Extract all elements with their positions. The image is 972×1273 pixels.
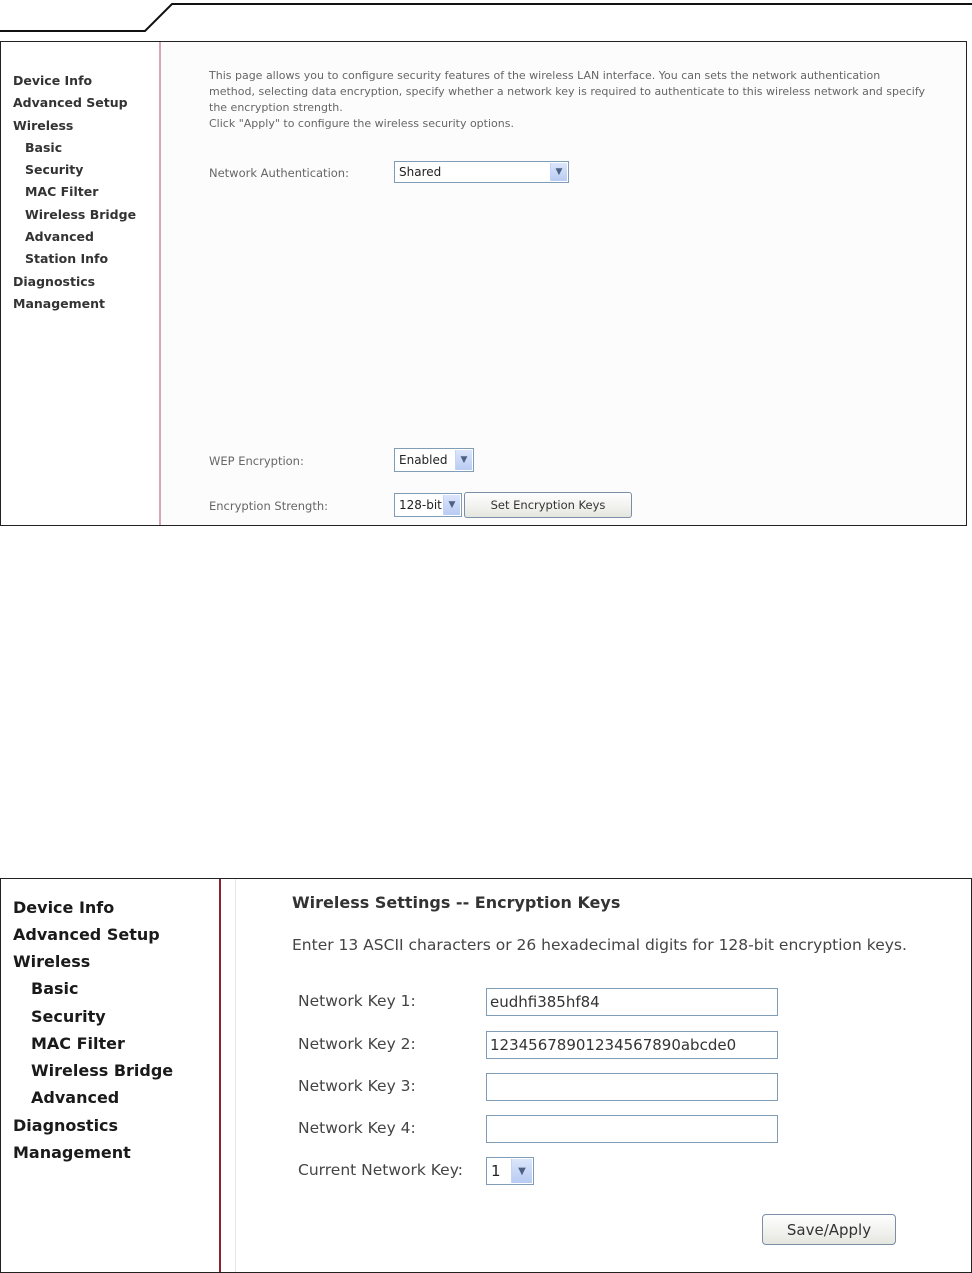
current-network-key-label: Current Network Key:: [298, 1161, 463, 1179]
sidebar-item-management[interactable]: Management: [13, 1143, 131, 1162]
wep-encryption-select[interactable]: [394, 448, 474, 472]
chevron-down-icon: ▼: [443, 495, 460, 515]
network-auth-label: Network Authentication:: [209, 166, 349, 180]
sidebar-item-wireless-bridge[interactable]: Wireless Bridge: [31, 1061, 174, 1080]
intro-line: method, selecting data encryption, specify whether a network key is required to authenticate to this wireless network and specify: [209, 85, 926, 98]
network-auth-value: Shared: [399, 165, 442, 179]
content-area: [235, 879, 971, 1272]
sidebar-item-wireless[interactable]: Wireless: [13, 118, 74, 133]
sidebar-item-security[interactable]: Security: [31, 1007, 106, 1026]
chevron-down-icon: ▼: [550, 163, 567, 181]
sidebar-nav: [1, 42, 161, 525]
key-length-instructions: Enter 13 ASCII characters or 26 hexadecimal digits for 128-bit encryption keys.: [292, 936, 907, 954]
intro-line: the encryption strength.: [209, 101, 343, 114]
security-content: [161, 42, 966, 525]
encryption-strength-value: 128-bit: [399, 498, 442, 512]
security-screenshot-panel: [0, 41, 967, 526]
sidebar-item-advanced-setup[interactable]: Advanced Setup: [13, 95, 128, 110]
encryption-keys-screenshot-panel: [0, 878, 972, 1273]
sidebar-item-basic[interactable]: Basic: [25, 140, 63, 155]
sidebar-item-device-info[interactable]: Device Info: [13, 73, 93, 88]
network-key-4-input[interactable]: [486, 1115, 778, 1143]
save-apply-button[interactable]: Save/Apply: [762, 1214, 896, 1245]
current-network-key-select[interactable]: [486, 1157, 534, 1185]
intro-line: This page allows you to configure security features of the wireless LAN interface. You can sets the network authentication: [209, 69, 881, 82]
wep-encryption-label: WEP Encryption:: [209, 454, 304, 468]
sidebar-item-security[interactable]: Security: [25, 162, 84, 177]
header-decoration: [0, 0, 972, 40]
chevron-down-icon: ▼: [511, 1159, 532, 1183]
network-key-3-input[interactable]: [486, 1073, 778, 1101]
wep-encryption-value: Enabled: [399, 453, 448, 467]
sidebar-item-advanced[interactable]: Advanced: [31, 1088, 120, 1107]
sidebar-item-advanced[interactable]: Advanced: [25, 229, 94, 244]
encryption-keys-content: [221, 879, 971, 1272]
sidebar-item-advanced-setup[interactable]: Advanced Setup: [13, 925, 160, 944]
network-key-2-label: Network Key 2:: [298, 1035, 416, 1053]
network-key-1-input[interactable]: eudhfi385hf84: [486, 988, 778, 1016]
sidebar-item-wireless[interactable]: Wireless: [13, 952, 91, 971]
chevron-down-icon: ▼: [455, 450, 472, 470]
network-key-1-label: Network Key 1:: [298, 992, 416, 1010]
network-auth-select[interactable]: [394, 161, 569, 183]
set-encryption-keys-button[interactable]: Set Encryption Keys: [464, 492, 632, 518]
sidebar-item-station-info[interactable]: Station Info: [25, 251, 109, 266]
sidebar-item-diagnostics[interactable]: Diagnostics: [13, 1116, 119, 1135]
sidebar-item-wireless-bridge[interactable]: Wireless Bridge: [25, 207, 137, 222]
sidebar-item-diagnostics[interactable]: Diagnostics: [13, 274, 96, 289]
sidebar-item-mac-filter[interactable]: MAC Filter: [25, 184, 99, 199]
current-network-key-value: 1: [491, 1162, 501, 1180]
intro-text: [209, 68, 967, 132]
network-key-4-label: Network Key 4:: [298, 1119, 416, 1137]
encryption-strength-label: Encryption Strength:: [209, 499, 329, 513]
intro-line: Click "Apply" to configure the wireless security options.: [209, 117, 514, 130]
sidebar-nav: [1, 879, 221, 1272]
sidebar-item-management[interactable]: Management: [13, 296, 106, 311]
page-title: Wireless Settings -- Encryption Keys: [292, 893, 621, 912]
sidebar-item-basic[interactable]: Basic: [31, 979, 79, 998]
encryption-strength-select[interactable]: [394, 493, 462, 517]
sidebar-item-device-info[interactable]: Device Info: [13, 898, 115, 917]
sidebar-item-mac-filter[interactable]: MAC Filter: [31, 1034, 125, 1053]
network-key-3-label: Network Key 3:: [298, 1077, 416, 1095]
network-key-2-input[interactable]: 12345678901234567890abcde0: [486, 1031, 778, 1059]
